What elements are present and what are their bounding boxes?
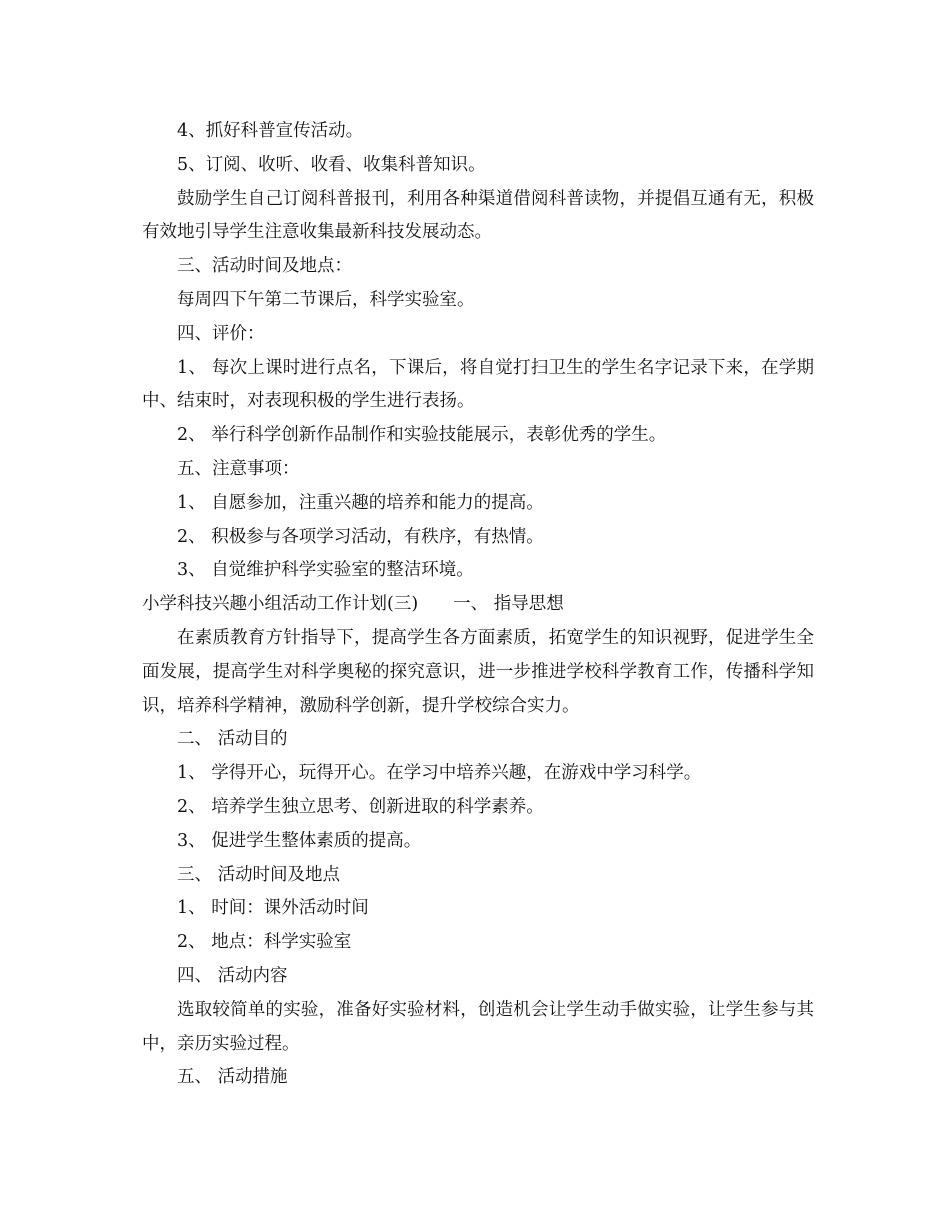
list-item: 1、 每次上课时进行点名，下课后，将自觉打扫卫生的学生名字记录下来，在学期中、结束时，对表现积极的学生进行表扬。	[142, 357, 814, 412]
document-title: 小学科技兴趣小组活动工作计划(三) 一、 指导思想	[142, 594, 564, 615]
section-heading: 四、评价：	[177, 323, 265, 344]
list-item: 3、 促进学生整体素质的提高。	[177, 830, 422, 851]
paragraph: 每周四下午第二节课后，科学实验室。	[177, 289, 475, 310]
paragraph: 5、订阅、收听、收看、收集科普知识。	[177, 154, 486, 175]
list-item: 2、 举行科学创新作品制作和实验技能展示，表彰优秀的学生。	[177, 425, 667, 446]
list-item: 2、 培养学生独立思考、创新进取的科学素养。	[177, 796, 544, 817]
section-heading: 五、注意事项：	[177, 458, 300, 479]
list-item: 2、 积极参与各项学习活动，有秩序，有热情。	[177, 526, 544, 547]
section-heading: 二、 活动目的	[177, 729, 288, 750]
paragraph: 鼓励学生自己订阅科普报刊，利用各种渠道借阅科普读物，并提倡互通有无，积极有效地引导学生注意收集最新科技发展动态。	[142, 188, 814, 243]
paragraph: 4、抓好科普宣传活动。	[177, 121, 364, 141]
section-heading: 三、 活动时间及地点	[177, 864, 341, 885]
paragraph: 选取较简单的实验，准备好实验材料，创造机会让学生动手做实验，让学生参与其中，亲历实验过程。	[142, 999, 814, 1054]
section-heading: 四、 活动内容	[177, 965, 288, 986]
list-item: 2、 地点：科学实验室	[177, 932, 352, 953]
list-item: 1、 学得开心，玩得开心。在学习中培养兴趣，在游戏中学习科学。	[177, 763, 702, 784]
list-item: 1、 时间：课外活动时间	[177, 898, 369, 919]
document-body	[142, 115, 814, 1095]
section-heading: 三、活动时间及地点：	[177, 256, 352, 277]
paragraph: 在素质教育方针指导下，提高学生各方面素质，拓宽学生的知识视野，促进学生全面发展，提高学生对科学奥秘的探究意识，进一步推进学校科学教育工作，传播科学知识，培养科学精神，激励科学创新，提升学校综合实力。	[142, 627, 814, 716]
list-item: 3、 自觉维护科学实验室的整洁环境。	[177, 560, 474, 581]
list-item: 1、 自愿参加，注重兴趣的培养和能力的提高。	[177, 492, 544, 513]
section-heading: 五、 活动措施	[177, 1067, 288, 1088]
